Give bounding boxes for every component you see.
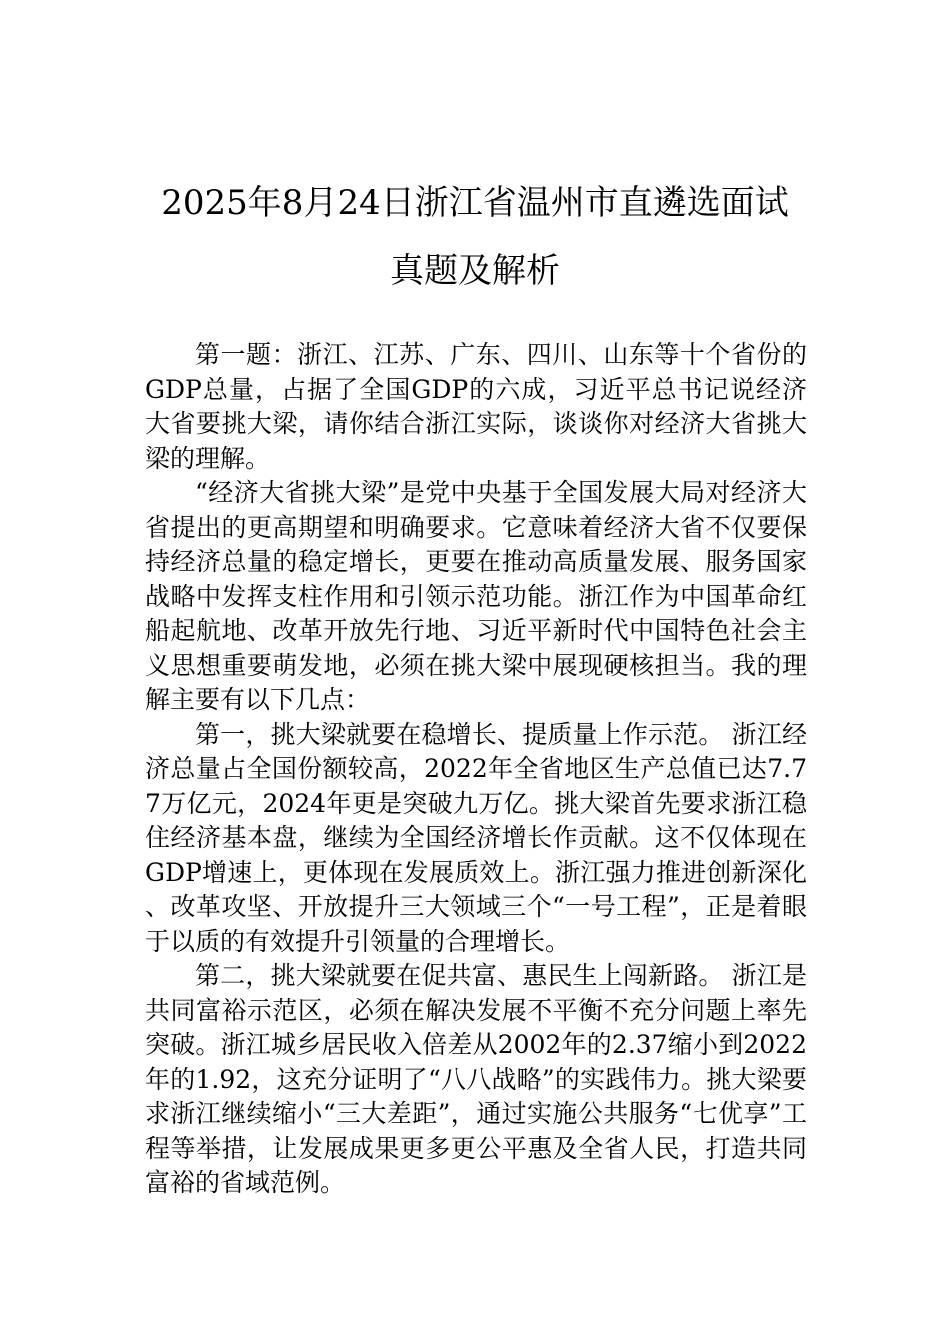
answer-point-one-paragraph: 第一，挑大梁就要在稳增长、提质量上作示范。 浙江经济总量占全国份额较高，2022年全省地区生产总值已达7.77万亿元，2024年更是突破九万亿。挑大梁首先要求浙江稳住经济基本盘，继续为全国经济增长作贡献。这不仅体现在GDP增速上，更体现在发展质效上。浙江强力推进创新深化、改革攻坚、开放提升三大领域三个“一号工程”，正是着眼于以质的有效提升引领量的合理增长。 xyxy=(145,719,807,956)
answer-point-two-paragraph: 第二，挑大梁就要在促共富、惠民生上闯新路。 浙江是共同富裕示范区，必须在解决发展不平衡不充分问题上率先突破。浙江城乡居民收入倍差从2002年的2.37缩小到2022年的1.92，这充分证明了“八八战略”的实践伟力。挑大梁要求浙江继续缩小“三大差距”，通过实施公共服务“七优享”工程等举措，让发展成果更多更公平惠及全省人民，打造共同富裕的省域范例。 xyxy=(145,961,807,1197)
document-body xyxy=(145,338,807,1201)
document-title-line-1: 2025年8月24日浙江省温州市直遴选面试 xyxy=(161,183,789,223)
document-title-line-2: 真题及解析 xyxy=(390,251,560,291)
question-paragraph: 第一题：浙江、江苏、广东、四川、山东等十个省份的GDP总量，占据了全国GDP的六成，习近平总书记说经济大省要挑大梁，请你结合浙江实际，谈谈你对经济大省挑大梁的理解。 xyxy=(145,340,807,473)
answer-intro-paragraph: “经济大省挑大梁”是党中央基于全国发展大局对经济大省提出的更高期望和明确要求。它意味着经济大省不仅要保持经济总量的稳定增长，更要在推动高质量发展、服务国家战略中发挥支柱作用和引领示范功能。浙江作为中国革命红船起航地、改革开放先行地、习近平新时代中国特色社会主义思想重要萌发地，必须在挑大梁中展现硬核担当。我的理解主要有以下几点： xyxy=(145,478,807,714)
